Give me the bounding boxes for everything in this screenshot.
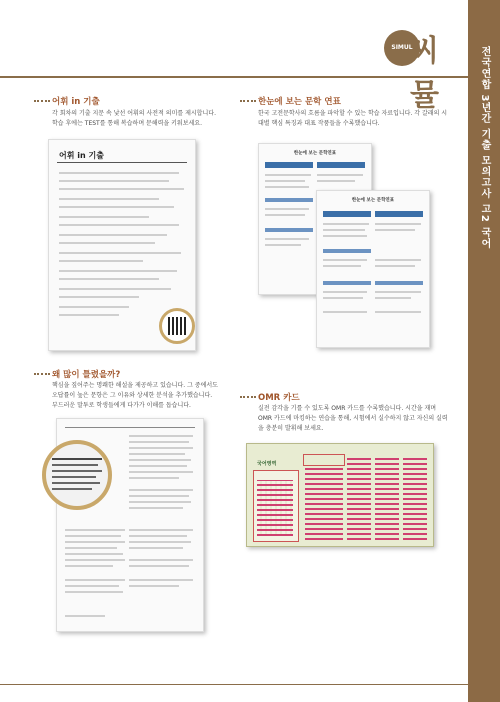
card-text-line [317,180,355,182]
card-text-line [129,507,183,509]
card-text-line [265,244,301,246]
card-text-line [265,180,305,182]
section-marker-dots [34,100,50,103]
card-text-line [375,259,421,261]
omr-card-title: 국어영역 [257,461,277,467]
card-text-line [59,180,169,182]
card-text-line [65,553,123,555]
column-header [375,211,423,217]
card-text-line [52,470,102,472]
logo-circle: SIMUL [384,30,420,66]
card-text-line [52,476,96,478]
desc-line: 을 충분히 발휘해 보세요. [258,425,324,432]
vocab-page-preview [48,139,196,351]
section-marker-dots [240,396,256,399]
desc-line: 핵심을 짚어주는 명쾌한 해설을 제공하고 있습니다. 그 중에서도 [52,382,218,389]
card-text-line [65,585,119,587]
section-marker-dots [240,100,256,103]
card-text-line [52,482,100,484]
card-text-line [129,529,193,531]
card-text-line [65,579,125,581]
card-text-line [265,208,309,210]
card-text-line [323,259,367,261]
qr-pattern [168,317,186,335]
section-title-vocab: 어휘 in 기출 [52,97,100,107]
card-text-line [59,206,174,208]
card-text-line [129,495,189,497]
row-header [265,198,313,202]
desc-line: 실전 감각을 기를 수 있도록 OMR 카드를 수록했습니다. 시간을 재며 [258,405,437,412]
column-header [323,211,371,217]
card-text-line [65,535,121,537]
card-text-line [323,223,369,225]
card-text-line [59,288,171,290]
desc-line: 대별 핵심 특징과 대표 작품들을 수록했습니다. [258,120,380,127]
omr-answer-bubbles-4 [403,458,427,540]
card-text-line [129,489,193,491]
card-text-line [59,314,119,316]
card-text-line [375,297,411,299]
card-rule [57,162,187,163]
card-text-line [265,186,309,188]
top-rule [0,76,468,78]
section-desc-vocab [52,109,232,129]
card-text-line [59,188,184,190]
card-text-line [265,238,309,240]
card-text-line [65,529,125,531]
card-text-line [65,541,125,543]
row-header [323,281,371,285]
card-text-line [129,453,185,455]
card-text-line [375,223,421,225]
column-header [265,162,313,168]
card-text-line [52,458,102,460]
card-text-line [59,234,167,236]
card-text-line [129,565,189,567]
desc-line: 한국 고전문학사의 흐름을 파악할 수 있는 학습 자료입니다. 각 갈래의 시 [258,110,448,117]
desc-line: 각 회차의 기출 지문 속 낯선 어휘의 사전적 의미를 제시합니다. [52,110,216,117]
card-rule [65,427,195,428]
card-text-line [65,591,123,593]
column-header [317,162,365,168]
card-text-line [375,291,421,293]
card-text-line [129,501,191,503]
card-text-line [375,265,415,267]
card-text-line [65,565,113,567]
card-text-line [59,306,129,308]
card-text-line [129,547,183,549]
card-text-line [59,216,149,218]
card-text-line [129,471,193,473]
row-header [265,228,313,232]
card-text-line [59,172,179,174]
card-text-line [323,229,365,231]
section-title-why-wrong: 왜 많이 틀렸을까? [52,370,121,380]
omr-answer-bubbles-2 [347,458,371,540]
qr-code-icon [159,308,195,344]
card-text-line [52,464,98,466]
card-text-line [52,488,92,490]
section-title-timeline: 한눈에 보는 문학 연표 [258,97,341,107]
card-text-line [129,585,179,587]
omr-card-preview [246,443,434,547]
bottom-rule [0,684,468,685]
card-text-line [129,441,189,443]
timeline-card-title: 한눈에 보는 문학연표 [293,151,337,156]
card-text-line [65,547,117,549]
magnifier-highlight [42,440,112,510]
card-text-line [265,214,305,216]
card-text-line [317,174,363,176]
card-text-line [129,541,191,543]
desc-line: 학습 후에는 TEST를 통해 복습하며 문해력을 키워보세요. [52,120,202,127]
card-text-line [59,242,155,244]
card-text-line [375,311,421,313]
card-text-line [323,311,367,313]
side-band-title: 전국연합 3년간 기출 모의고사 고2 국어 [479,46,490,250]
card-text-line [59,252,181,254]
omr-id-bubbles [257,480,293,536]
card-text-line [65,615,105,617]
card-text-line [265,174,311,176]
omr-header-box [303,454,345,466]
section-title-omr: OMR 카드 [258,393,300,403]
card-text-line [129,435,193,437]
card-text-line [323,297,363,299]
card-text-line [129,447,193,449]
card-text-line [59,224,179,226]
card-text-line [129,559,193,561]
logo-glyph: 씨뮬 [410,34,439,113]
card-text-line [59,296,139,298]
card-text-line [129,477,179,479]
timeline-page-preview-2 [316,190,430,348]
simul-logo [384,24,444,113]
desc-line: OMR 카드에 마킹하는 연습을 통해, 시험에서 실수하지 않고 자신의 실력 [258,415,448,422]
omr-answer-bubbles-1 [305,468,343,540]
section-marker-dots [34,373,50,376]
row-header [375,281,423,285]
card-text-line [129,459,191,461]
section-desc-omr [258,404,458,434]
card-text-line [375,229,415,231]
section-desc-timeline [258,109,458,129]
side-band [468,0,500,702]
card-text-line [323,235,367,237]
card-text-line [129,465,187,467]
card-text-line [59,270,177,272]
timeline-card-title: 한눈에 보는 문학연표 [351,198,395,203]
omr-answer-bubbles-3 [375,458,399,540]
card-text-line [65,559,125,561]
vocab-card-title: 어휘 in 기출 [59,151,104,160]
card-text-line [129,579,193,581]
card-text-line [59,260,143,262]
card-text-line [59,278,159,280]
row-header [323,249,371,253]
card-text-line [59,198,159,200]
card-text-line [129,535,187,537]
section-desc-why-wrong [52,381,228,411]
card-text-line [323,265,361,267]
card-text-line [323,291,367,293]
desc-line: 오답률이 높은 문항은 그 이유와 상세한 분석을 추가했습니다. [52,392,213,399]
desc-line: 부드러운 말투로 학생들에게 다가가 이해를 돕습니다. [52,402,191,409]
